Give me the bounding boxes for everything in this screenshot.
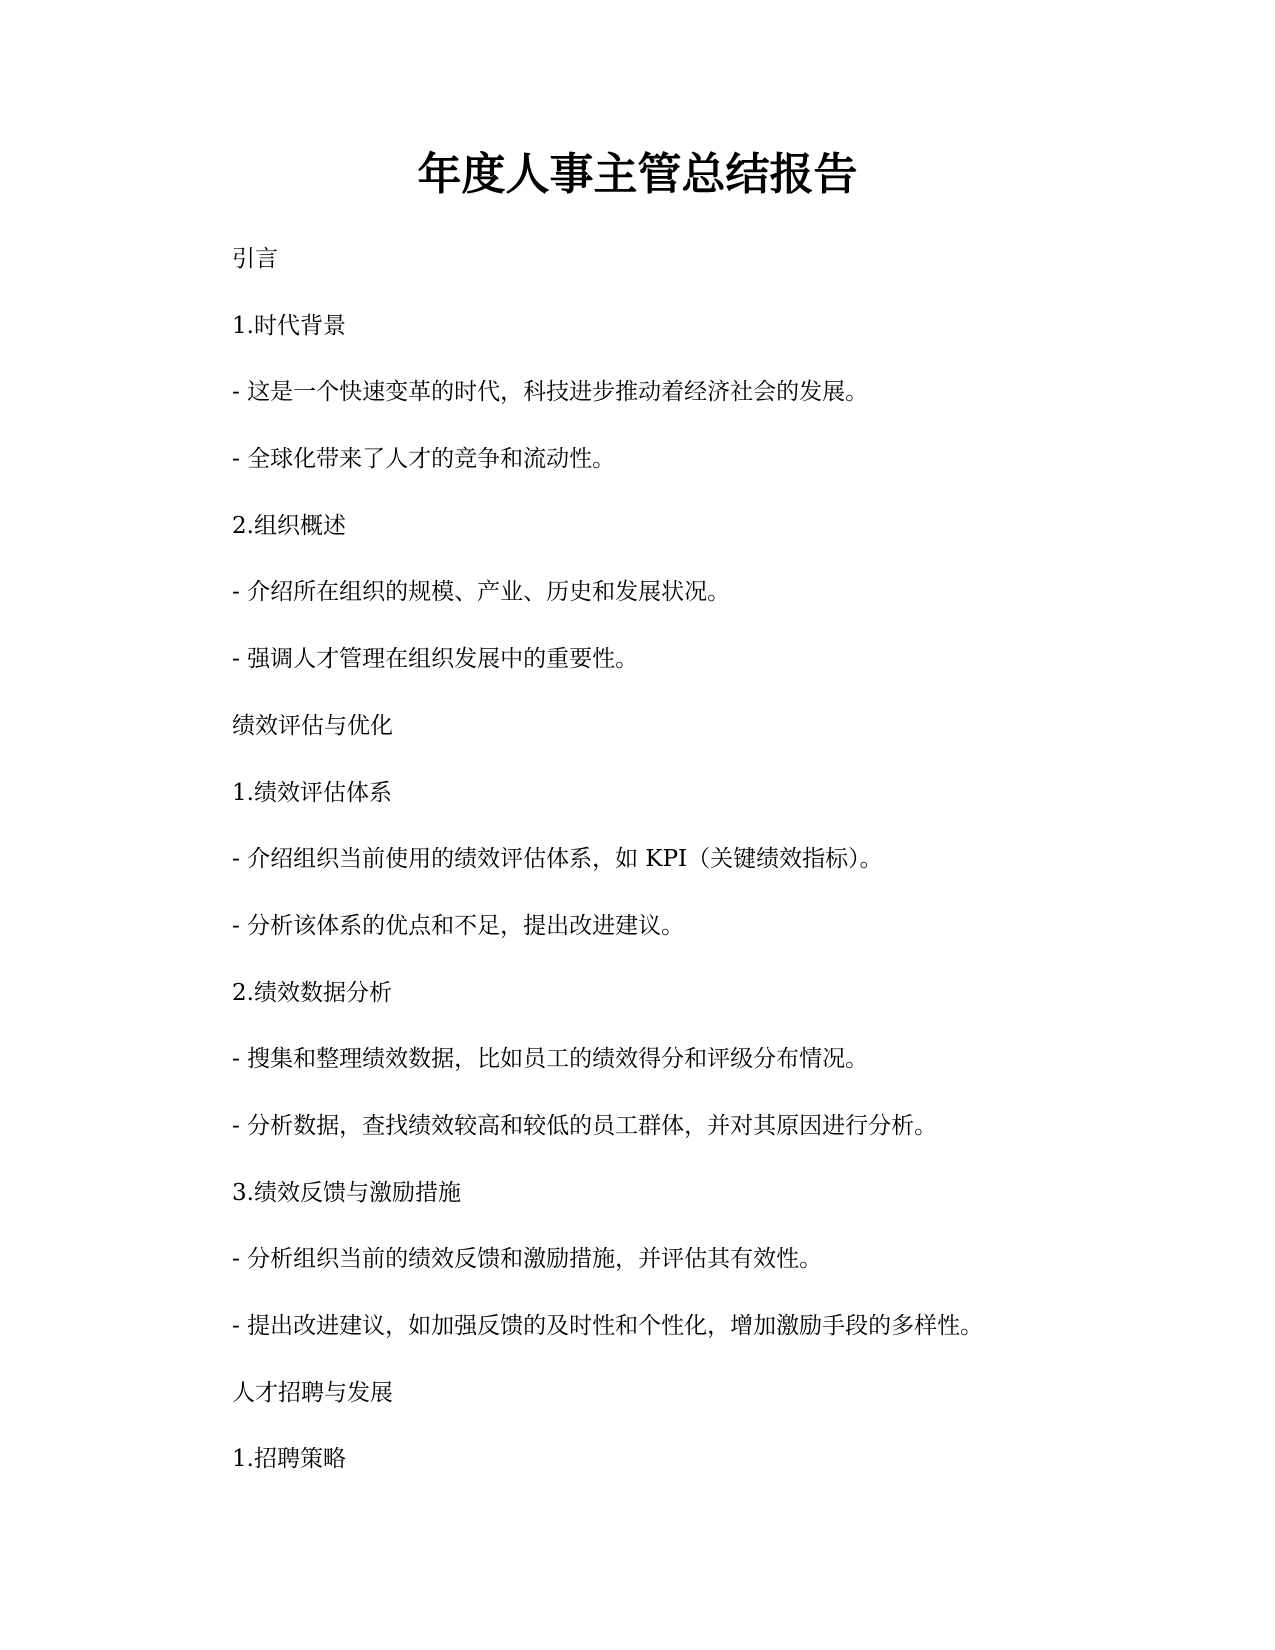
bullet-item: - 介绍组织当前使用的绩效评估体系，如 KPI（关键绩效指标）。	[232, 846, 883, 873]
bullet-item: - 介绍所在组织的规模、产业、历史和发展状况。	[232, 579, 731, 606]
section-heading: 绩效评估与优化	[232, 712, 393, 739]
bullet-item: - 这是一个快速变革的时代，科技进步推动着经济社会的发展。	[232, 379, 869, 406]
section-heading: 引言	[232, 246, 278, 272]
document-body	[232, 244, 1112, 1511]
section-heading: 人才招聘与发展	[232, 1379, 393, 1406]
bullet-item: - 分析该体系的优点和不足，提出改进建议。	[232, 912, 685, 939]
subsection-heading: 1.招聘策略	[232, 1446, 346, 1473]
document-title: 年度人事主管总结报告	[417, 149, 858, 200]
subsection-heading: 2.组织概述	[232, 512, 346, 539]
bullet-item: - 搜集和整理绩效数据，比如员工的绩效得分和评级分布情况。	[232, 1046, 869, 1073]
bullet-item: - 全球化带来了人才的竞争和流动性。	[232, 446, 616, 473]
subsection-heading: 1.时代背景	[232, 312, 346, 339]
bullet-item: - 强调人才管理在组织发展中的重要性。	[232, 646, 639, 673]
bullet-item: - 分析组织当前的绩效反馈和激励措施，并评估其有效性。	[232, 1246, 823, 1273]
subsection-heading: 3.绩效反馈与激励措施	[232, 1179, 461, 1206]
bullet-item: - 分析数据，查找绩效较高和较低的员工群体，并对其原因进行分析。	[232, 1112, 938, 1139]
subsection-heading: 2.绩效数据分析	[232, 979, 392, 1006]
subsection-heading: 1.绩效评估体系	[232, 779, 392, 806]
bullet-item: - 提出改进建议，如加强反馈的及时性和个性化，增加激励手段的多样性。	[232, 1313, 984, 1339]
